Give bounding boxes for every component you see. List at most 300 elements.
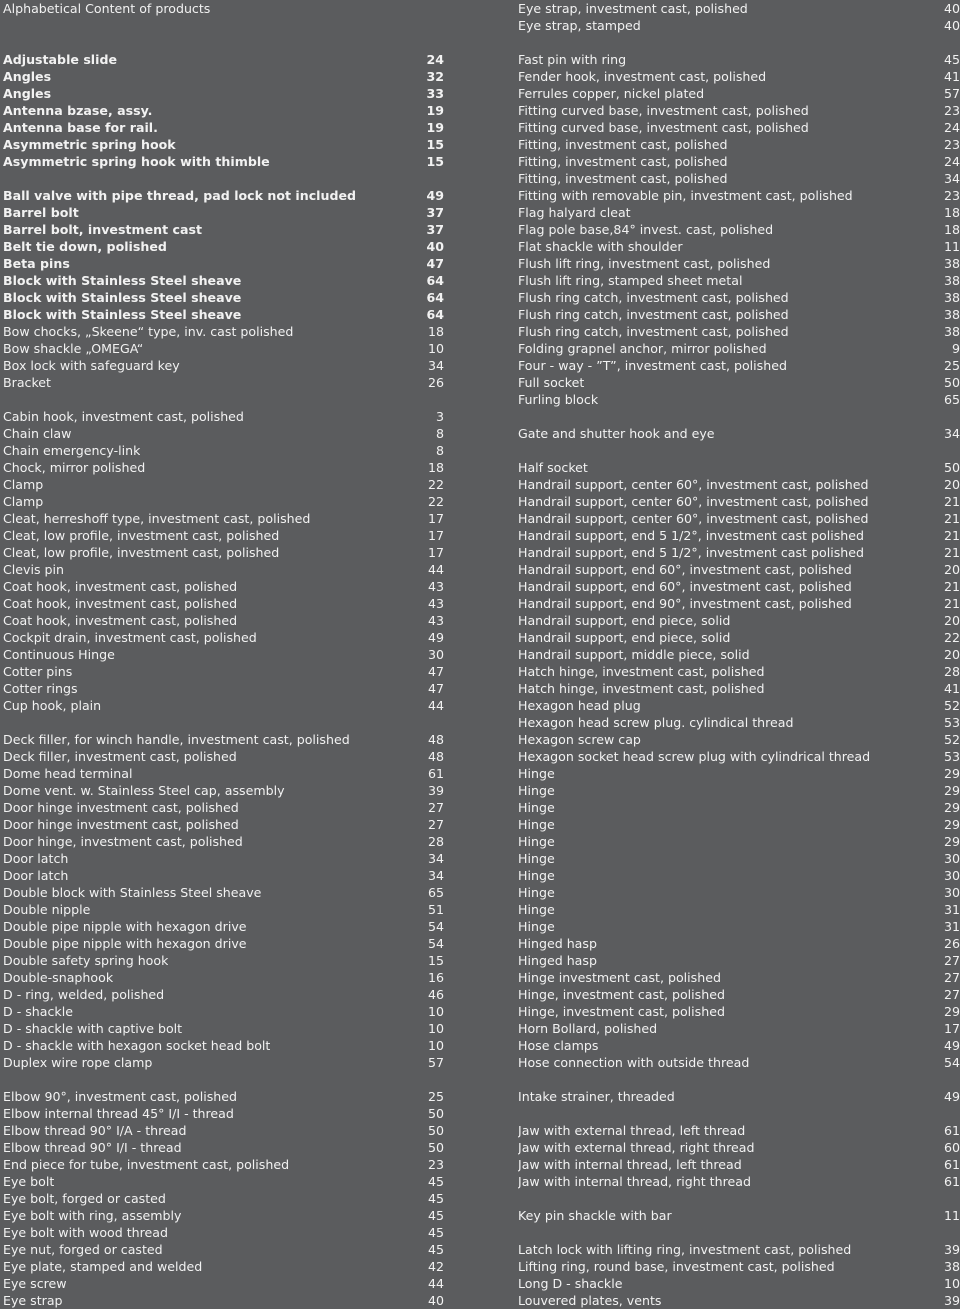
entry-name: Hinged hasp (518, 953, 597, 968)
entry-page-number: 50 (427, 1123, 444, 1138)
entry-page-number: 28 (943, 664, 960, 679)
entry-page-number: 16 (427, 970, 444, 985)
entry-page-number: 23 (943, 103, 960, 118)
entry-name: Ball valve with pipe thread, pad lock not included (3, 188, 357, 203)
index-entry (3, 1275, 444, 1292)
index-entry (518, 867, 960, 884)
index-entry (518, 204, 960, 221)
entry-page-number: 38 (943, 307, 960, 322)
index-entry (3, 544, 444, 561)
entry-page-number: 48 (427, 732, 444, 747)
index-entry (3, 663, 444, 680)
index-entry (518, 765, 960, 782)
entry-page-number: 33 (426, 86, 444, 101)
index-entry (3, 850, 444, 867)
index-entry (3, 85, 444, 102)
entry-name: Dome vent. w. Stainless Steel cap, assembly (3, 783, 285, 798)
entry-name: Handrail support, end 5 1/2°, investment cast polished (518, 528, 864, 543)
entry-name: Clevis pin (3, 562, 65, 577)
index-entry (3, 1122, 444, 1139)
entry-page-number: 18 (427, 460, 444, 475)
entry-name: D - shackle with hexagon socket head bolt (3, 1038, 271, 1053)
index-entry (3, 1139, 444, 1156)
blank-spacer (3, 34, 444, 51)
blank-spacer (3, 17, 444, 34)
entry-page-number: 40 (426, 239, 444, 254)
entry-name: Eye plate, stamped and welded (3, 1259, 203, 1274)
right-column (518, 0, 960, 1309)
index-entry (518, 918, 960, 935)
blank-spacer (518, 1105, 960, 1122)
entry-name: Hexagon screw cap (518, 732, 641, 747)
index-entry (3, 833, 444, 850)
index-entry (3, 1241, 444, 1258)
entry-name: Handrail support, middle piece, solid (518, 647, 750, 662)
entry-page-number: 15 (426, 137, 444, 152)
entry-name: Handrail support, center 60°, investment cast, polished (518, 494, 869, 509)
index-entry (518, 119, 960, 136)
entry-page-number: 61 (943, 1123, 960, 1138)
entry-page-number: 50 (427, 1140, 444, 1155)
entry-page-number: 21 (943, 545, 960, 560)
entry-page-number: 17 (427, 511, 444, 526)
index-entry (518, 493, 960, 510)
index-entry (518, 561, 960, 578)
entry-name: Fitting, investment cast, polished (518, 137, 728, 152)
entry-page-number: 26 (427, 375, 444, 390)
entry-page-number: 30 (943, 885, 960, 900)
index-entry (518, 1020, 960, 1037)
entry-page-number: 49 (943, 1038, 960, 1053)
entry-name: Handrail support, end piece, solid (518, 630, 731, 645)
entry-name: Hinge investment cast, polished (518, 970, 721, 985)
entry-name: Handrail support, end piece, solid (518, 613, 731, 628)
index-entry (518, 306, 960, 323)
index-entry (3, 697, 444, 714)
index-entry (3, 1088, 444, 1105)
entry-name: Handrail support, center 60°, investment cast, polished (518, 477, 869, 492)
entry-page-number: 23 (943, 188, 960, 203)
entry-page-number: 27 (943, 970, 960, 985)
entry-name: Hinge (518, 817, 555, 832)
index-entry (3, 323, 444, 340)
entry-name: D - shackle with captive bolt (3, 1021, 183, 1036)
entry-name: Fitting curved base, investment cast, polished (518, 103, 809, 118)
index-entry (518, 1292, 960, 1309)
entry-page-number: 22 (427, 494, 444, 509)
index-entry (3, 510, 444, 527)
entry-page-number: 20 (943, 647, 960, 662)
index-entry (3, 68, 444, 85)
entry-page-number: 15 (427, 953, 444, 968)
entry-name: Asymmetric spring hook with thimble (3, 154, 270, 169)
entry-page-number: 50 (943, 460, 960, 475)
entry-name: Hexagon head plug (518, 698, 641, 713)
entry-name: Folding grapnel anchor, mirror polished (518, 341, 767, 356)
entry-page-number: 48 (427, 749, 444, 764)
entry-name: Eye bolt, forged or casted (3, 1191, 166, 1206)
entry-page-number: 54 (943, 1055, 960, 1070)
entry-page-number: 19 (426, 103, 444, 118)
index-entry (3, 1224, 444, 1241)
entry-page-number: 65 (427, 885, 444, 900)
entry-page-number: 15 (426, 154, 444, 169)
index-entry (518, 1037, 960, 1054)
entry-name: Block with Stainless Steel sheave (3, 290, 242, 305)
index-entry (518, 255, 960, 272)
entry-page-number: 50 (943, 375, 960, 390)
entry-name: Hinge (518, 783, 555, 798)
index-entry (518, 680, 960, 697)
entry-page-number: 29 (943, 800, 960, 815)
entry-name: Double-snaphook (3, 970, 114, 985)
entry-page-number: 40 (943, 1, 960, 16)
entry-name: Eye bolt with ring, assembly (3, 1208, 182, 1223)
entry-name: Cockpit drain, investment cast, polished (3, 630, 257, 645)
index-entry (518, 1054, 960, 1071)
index-entry (3, 612, 444, 629)
entry-page-number: 17 (427, 545, 444, 560)
entry-name: Flush ring catch, investment cast, polished (518, 324, 789, 339)
entry-name: Fitting, investment cast, polished (518, 171, 728, 186)
entry-name: Asymmetric spring hook (3, 137, 176, 152)
index-entry (3, 153, 444, 170)
index-entry (518, 51, 960, 68)
index-entry (3, 119, 444, 136)
index-entry (3, 901, 444, 918)
entry-page-number: 11 (943, 239, 960, 254)
entry-name: Intake strainer, threaded (518, 1089, 675, 1104)
entry-name: Hinged hasp (518, 936, 597, 951)
entry-page-number: 29 (943, 1004, 960, 1019)
entry-page-number: 45 (427, 1242, 444, 1257)
index-entry (3, 595, 444, 612)
entry-page-number: 45 (943, 52, 960, 67)
index-entry (3, 1003, 444, 1020)
entry-name: Beta pins (3, 256, 70, 271)
entry-page-number: 21 (943, 596, 960, 611)
index-entry (518, 0, 960, 17)
entry-page-number: 52 (943, 698, 960, 713)
index-entry (3, 578, 444, 595)
entry-name: Coat hook, investment cast, polished (3, 596, 238, 611)
entry-page-number: 34 (427, 868, 444, 883)
entry-page-number: 32 (426, 69, 444, 84)
entry-name: Block with Stainless Steel sheave (3, 307, 242, 322)
blank-spacer (518, 442, 960, 459)
index-entry (3, 935, 444, 952)
entry-page-number: 64 (426, 290, 444, 305)
entry-name: Hexagon head screw plug. cylindical thread (518, 715, 794, 730)
entry-name: Handrail support, end 5 1/2°, investment cast polished (518, 545, 864, 560)
entry-name: Barrel bolt (3, 205, 79, 220)
entry-name: Eye bolt (3, 1174, 55, 1189)
entry-name: Coat hook, investment cast, polished (3, 613, 238, 628)
entry-name: Elbow thread 90° I/I - thread (3, 1140, 182, 1155)
index-entry (3, 782, 444, 799)
entry-page-number: 41 (943, 69, 960, 84)
index-entry (3, 969, 444, 986)
entry-name: D - shackle (3, 1004, 73, 1019)
right-column-entries (518, 0, 960, 1309)
index-entry (518, 612, 960, 629)
index-entry (3, 408, 444, 425)
entry-page-number: 28 (427, 834, 444, 849)
entry-page-number: 10 (427, 341, 444, 356)
entry-name: Door hinge investment cast, polished (3, 800, 239, 815)
entry-page-number: 21 (943, 579, 960, 594)
index-entry (518, 1275, 960, 1292)
entry-name: Cotter pins (3, 664, 73, 679)
entry-page-number: 45 (427, 1174, 444, 1189)
entry-name: Elbow 90°, investment cast, polished (3, 1089, 238, 1104)
entry-page-number: 57 (943, 86, 960, 101)
entry-name: Flush ring catch, investment cast, polished (518, 290, 789, 305)
entry-page-number: 44 (427, 1276, 444, 1291)
entry-page-number: 38 (943, 1259, 960, 1274)
entry-name: Belt tie down, polished (3, 239, 167, 254)
index-entry (518, 544, 960, 561)
entry-page-number: 39 (427, 783, 444, 798)
entry-page-number: 54 (427, 919, 444, 934)
entry-page-number: 49 (943, 1089, 960, 1104)
entry-name: Duplex wire rope clamp (3, 1055, 153, 1070)
entry-name: Jaw with internal thread, right thread (518, 1174, 751, 1189)
index-entry (3, 952, 444, 969)
entry-page-number: 34 (427, 358, 444, 373)
entry-page-number: 21 (943, 494, 960, 509)
index-entry (518, 663, 960, 680)
entry-name: Flat shackle with shoulder (518, 239, 683, 254)
index-entry (518, 1003, 960, 1020)
index-entry (518, 748, 960, 765)
index-entry (518, 17, 960, 34)
entry-page-number: 27 (943, 987, 960, 1002)
index-entry (3, 765, 444, 782)
entry-name: Antenna bzase, assy. (3, 103, 153, 118)
entry-page-number: 57 (427, 1055, 444, 1070)
entry-page-number: 60 (943, 1140, 960, 1155)
entry-name: Fitting curved base, investment cast, polished (518, 120, 809, 135)
entry-name: Flush lift ring, stamped sheet metal (518, 273, 743, 288)
index-entry (3, 680, 444, 697)
entry-name: Clamp (3, 477, 44, 492)
entry-name: Deck filler, for winch handle, investment cast, polished (3, 732, 350, 747)
entry-name: Antenna base for rail. (3, 120, 158, 135)
index-entry (518, 969, 960, 986)
entry-page-number: 10 (427, 1004, 444, 1019)
entry-name: Coat hook, investment cast, polished (3, 579, 238, 594)
index-entry (3, 1292, 444, 1309)
entry-page-number: 24 (943, 154, 960, 169)
entry-name: Full socket (518, 375, 585, 390)
entry-name: Chain emergency-link (3, 443, 141, 458)
entry-name: Elbow internal thread 45° I/I - thread (3, 1106, 234, 1121)
index-entry (3, 1020, 444, 1037)
entry-name: Eye bolt with wood thread (3, 1225, 169, 1240)
index-entry (3, 221, 444, 238)
index-entry (518, 595, 960, 612)
entry-page-number: 30 (943, 851, 960, 866)
entry-name: Latch lock with lifting ring, investment cast, polished (518, 1242, 852, 1257)
entry-page-number: 31 (943, 919, 960, 934)
entry-page-number: 30 (943, 868, 960, 883)
entry-page-number: 43 (427, 613, 444, 628)
entry-page-number: 50 (427, 1106, 444, 1121)
entry-name: Jaw with external thread, left thread (518, 1123, 746, 1138)
entry-page-number: 49 (426, 188, 444, 203)
index-entry (518, 1241, 960, 1258)
index-entry (3, 1258, 444, 1275)
index-entry (518, 952, 960, 969)
entry-name: Block with Stainless Steel sheave (3, 273, 242, 288)
entry-name: Chain claw (3, 426, 72, 441)
entry-page-number: 45 (427, 1208, 444, 1223)
blank-spacer (518, 1071, 960, 1088)
entry-name: Door hinge investment cast, polished (3, 817, 239, 832)
entry-page-number: 19 (426, 120, 444, 135)
entry-page-number: 23 (427, 1157, 444, 1172)
index-entry (518, 1139, 960, 1156)
entry-name: Hose clamps (518, 1038, 599, 1053)
index-entry (518, 1207, 960, 1224)
blank-spacer (518, 1190, 960, 1207)
entry-name: Cup hook, plain (3, 698, 102, 713)
index-entry (518, 340, 960, 357)
index-entry (3, 527, 444, 544)
entry-page-number: 30 (427, 647, 444, 662)
index-entry (518, 833, 960, 850)
blank-spacer (518, 1224, 960, 1241)
index-entry (518, 1088, 960, 1105)
entry-name: Fitting, investment cast, polished (518, 154, 728, 169)
entry-page-number: 34 (427, 851, 444, 866)
entry-page-number: 27 (427, 817, 444, 832)
index-entry (518, 153, 960, 170)
entry-page-number: 29 (943, 766, 960, 781)
index-entry (3, 442, 444, 459)
entry-name: Bracket (3, 375, 51, 390)
page-title: Alphabetical Content of products (3, 1, 211, 16)
entry-page-number: 18 (427, 324, 444, 339)
index-entry (518, 221, 960, 238)
entry-name: Handrail support, end 60°, investment cast, polished (518, 579, 852, 594)
blank-spacer (3, 170, 444, 187)
entry-name: Box lock with safeguard key (3, 358, 180, 373)
index-entry (518, 714, 960, 731)
entry-page-number: 34 (943, 171, 960, 186)
index-entry (518, 986, 960, 1003)
entry-page-number: 18 (943, 205, 960, 220)
entry-page-number: 45 (427, 1225, 444, 1240)
entry-page-number: 46 (427, 987, 444, 1002)
left-column (3, 0, 444, 1309)
blank-spacer (3, 1071, 444, 1088)
entry-name: Double nipple (3, 902, 91, 917)
entry-page-number: 40 (427, 1293, 444, 1308)
entry-page-number: 31 (943, 902, 960, 917)
entry-name: Gate and shutter hook and eye (518, 426, 715, 441)
index-entry (3, 476, 444, 493)
index-entry (518, 731, 960, 748)
entry-page-number: 26 (943, 936, 960, 951)
index-entry (518, 935, 960, 952)
entry-page-number: 29 (943, 817, 960, 832)
entry-name: Hexagon socket head screw plug with cylindrical thread (518, 749, 871, 764)
entry-name: Handrail support, end 90°, investment cast, polished (518, 596, 852, 611)
entry-name: Eye strap (3, 1293, 63, 1308)
index-entry (3, 1156, 444, 1173)
entry-name: Hinge, investment cast, polished (518, 987, 725, 1002)
entry-page-number: 39 (943, 1293, 960, 1308)
entry-page-number: 65 (943, 392, 960, 407)
entry-page-number: 41 (943, 681, 960, 696)
index-entry (3, 272, 444, 289)
index-entry (3, 1037, 444, 1054)
entry-name: Hinge (518, 902, 555, 917)
index-entry (3, 1190, 444, 1207)
entry-page-number: 10 (427, 1021, 444, 1036)
entry-page-number: 29 (943, 783, 960, 798)
entry-name: Hinge (518, 800, 555, 815)
entry-page-number: 43 (427, 579, 444, 594)
entry-name: Chock, mirror polished (3, 460, 146, 475)
entry-name: Hinge (518, 834, 555, 849)
index-entry (3, 459, 444, 476)
index-entry (518, 68, 960, 85)
entry-page-number: 37 (426, 222, 444, 237)
entry-page-number: 47 (427, 681, 444, 696)
entry-name: Eye strap, investment cast, polished (518, 1, 748, 16)
entry-name: Eye nut, forged or casted (3, 1242, 163, 1257)
entry-page-number: 24 (426, 52, 444, 67)
entry-page-number: 27 (427, 800, 444, 815)
entry-name: Half socket (518, 460, 588, 475)
entry-name: Eye screw (3, 1276, 67, 1291)
entry-page-number: 53 (943, 749, 960, 764)
entry-name: Cotter rings (3, 681, 78, 696)
index-entry (3, 731, 444, 748)
index-entry (518, 901, 960, 918)
index-entry (518, 272, 960, 289)
index-entry (518, 459, 960, 476)
entry-page-number: 23 (943, 137, 960, 152)
index-entry (3, 493, 444, 510)
index-entry (518, 1156, 960, 1173)
entry-name: D - ring, welded, polished (3, 987, 165, 1002)
index-entry (518, 187, 960, 204)
index-entry (518, 289, 960, 306)
entry-page-number: 61 (943, 1174, 960, 1189)
entry-name: Louvered plates, vents (518, 1293, 662, 1308)
index-entry (3, 357, 444, 374)
blank-spacer (3, 714, 444, 731)
entry-name: Hose connection with outside thread (518, 1055, 750, 1070)
entry-name: Hatch hinge, investment cast, polished (518, 681, 765, 696)
index-entry (518, 850, 960, 867)
entry-page-number: 10 (943, 1276, 960, 1291)
index-entry (3, 289, 444, 306)
entry-name: Four - way - ”T”, investment cast, polished (518, 358, 787, 373)
entry-name: Fitting with removable pin, investment cast, polished (518, 188, 853, 203)
entry-page-number: 37 (426, 205, 444, 220)
entry-page-number: 45 (427, 1191, 444, 1206)
index-entry (518, 476, 960, 493)
entry-page-number: 27 (943, 953, 960, 968)
entry-name: Bow chocks, „Skeene“ type, inv. cast polished (3, 324, 294, 339)
entry-page-number: 21 (943, 528, 960, 543)
entry-name: Cleat, low profile, investment cast, polished (3, 528, 280, 543)
